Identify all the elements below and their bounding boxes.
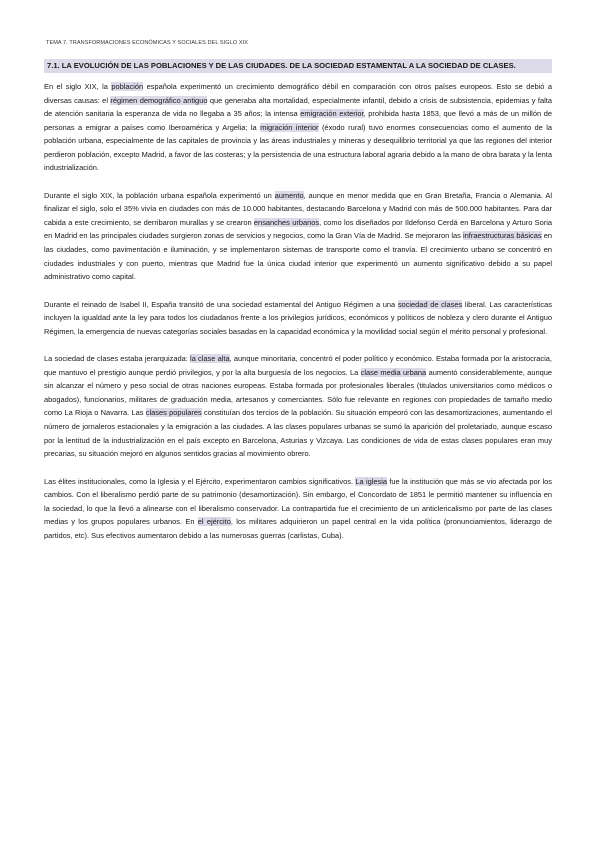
- paragraph-class-society: [44, 298, 552, 339]
- text-run: española experimentó un crecimiento demográfico débil en comparación con otros países europeos. Esto se debió a diversas causas: el: [44, 82, 552, 105]
- page-header: TEMA 7. TRANSFORMACIONES ECONÓMICAS Y SOCIALES DEL SIGLO XIX: [46, 40, 249, 46]
- highlighted-term: emigración exterior: [300, 109, 364, 119]
- text-run: , los militares adquirieron un papel central en la vida política (pronunciamientos, liderazgo de partidos, etc). Sus efectivos aumentaron debido a las numerosas guerras (carlistas, Cuba).: [44, 517, 552, 540]
- section-title: 7.1. LA EVOLUCIÓN DE LAS POBLACIONES Y DE LAS CIUDADES. DE LA SOCIEDAD ESTAMENTAL A LA SOCIEDAD DE CLASES.: [44, 59, 552, 73]
- text-run: liberal. Las características incluyen la igualdad ante la ley para todos los ciudadanos frente a los privilegios jurídicos, económicos y políticos de nobleza y clero durante el Antiguo Régimen, la emergencia de nuevas categorías sociales basadas en la capacidad económica y la movilidad social según el mérito personal y profesional.: [44, 299, 553, 336]
- highlighted-term: ensanches urbanos: [253, 217, 320, 227]
- text-run: fue la institución que más se vio afectada por los cambios. Con el liberalismo perdió parte de su patrimonio (desamortización). Sin embargo, el Concordato de 1851 le permitió mantener su influencia en la sociedad, lo que la llevó a alinearse con el liberalismo conservador. La contrapartida fue el crecimiento de un anticlericalismo por parte de las clases medias y los grupos populares urbanos. En: [44, 476, 552, 527]
- paragraph-population: [44, 80, 552, 175]
- text-run: , prohibida hasta 1853, que llevó a más de un millón de personas a emigrar a países como Iberoamérica y Argelia; la: [44, 109, 552, 132]
- text-run: , aunque minoritaria, concentró el poder político y económico. Estaba formada por la aristocracia, que mantuvo el prestigio aunque perdió privilegios, y por la alta burguesía de los negocios. La: [44, 354, 552, 377]
- document-body: [44, 80, 552, 556]
- text-run: Durante el reinado de Isabel II, España transitó de una sociedad estamental del Antiguo Régimen a una: [44, 299, 398, 309]
- paragraph-urban-growth: [44, 189, 552, 284]
- text-run: , aunque en menor medida que en Gran Bretaña, Francia o Alemania. Al finalizar el siglo, solo el 35% vivía en ciudades con más de 10.000 habitantes, destacando Barcelona y Madrid con más de 500.000 habitantes. Para dar cabida a este crecimiento, se derribaron murallas y se crearon: [44, 190, 552, 227]
- text-run: (éxodo rural) tuvo enormes consecuencias como el aumento de la población urbana, especialmente de las capitales de provincia y las áreas industriales y mineras y desequilibrio territorial ya que las regiones del interior perdieron población, excepto Madrid, a favor de las costeras; y la persistencia de una estructura laboral agraria debido a la mano de obra barata y la lenta industrialización.: [44, 122, 553, 173]
- highlighted-term: la clase alta: [190, 354, 230, 364]
- text-run: constituían dos tercios de la población. Su situación empeoró con las desamortizaciones, aumentando el número de jornaleros estacionales y la emigración a las ciudades. A las clases populares urbanas se sumó la aparición del proletariado, aunque escaso por la lentitud de la industrialización en el país excepto en Barcelona, Asturias y Vizcaya. Las condiciones de vida de estas clases populares eran muy precarias, su situación mejoró en algunos sentidos gracias al movimiento obrero.: [44, 408, 552, 459]
- highlighted-term: La iglesia: [355, 476, 388, 486]
- highlighted-term: infraestructuras básicas: [463, 231, 542, 241]
- text-run: Durante el siglo XIX, la población urbana española experimentó un: [44, 190, 275, 200]
- text-run: , como los diseñados por Ildefonso Cerdá en Barcelona y Arturo Soria en Madrid en las principales ciudades surgieron zonas de servicios y negocios, como la Gran Vía de Madrid. Se mejoraron las: [44, 217, 553, 241]
- text-run: Las élites institucionales, como la Iglesia y el Ejército, experimentaron cambios significativos.: [44, 476, 356, 486]
- text-run: que generaba alta mortalidad, especialmente infantil, debido a crisis de subsistencia, epidemias y falta de atención sanitaria la esperanza de vida no llegaba a 35 años; la intensa: [44, 95, 552, 119]
- highlighted-term: población: [111, 82, 144, 91]
- paragraph-institutional-elites: [44, 475, 552, 543]
- text-run: aumentó considerablemente, aunque sin alcanzar el número y peso social de otras naciones europeas. Estaba formada por profesionales liberales (titulados universitarios como médicos o abogados), funcionarios, militares de graduación media, artesanos y comerciantes. Sólo fue relevante en regiones con propiedades de tamaño medio como La Rioja o Navarra. Las: [44, 367, 552, 418]
- text-run: en las ciudades, como pavimentación e iluminación, y se implementaron sistemas de transporte como el tranvía. El crecimiento urbano se concentró en ciudades industriales y con puerto, mientras que Madrid fue la única ciudad interior que experimentó un aumento significativo debido a su papel administrativo como capital.: [44, 231, 552, 282]
- highlighted-term: el ejército: [197, 517, 231, 527]
- text-run: La sociedad de clases estaba jerarquizada:: [44, 354, 191, 364]
- text-run: En el siglo XIX, la: [44, 82, 112, 91]
- highlighted-term: sociedad de clases: [397, 299, 463, 309]
- highlighted-term: aumento: [274, 190, 304, 200]
- highlighted-term: migración interior: [260, 122, 319, 132]
- highlighted-term: clases populares: [145, 408, 202, 418]
- paragraph-social-hierarchy: [44, 352, 552, 460]
- highlighted-term: régimen demográfico antiguo: [110, 95, 208, 105]
- highlighted-term: clase media urbana: [360, 367, 427, 377]
